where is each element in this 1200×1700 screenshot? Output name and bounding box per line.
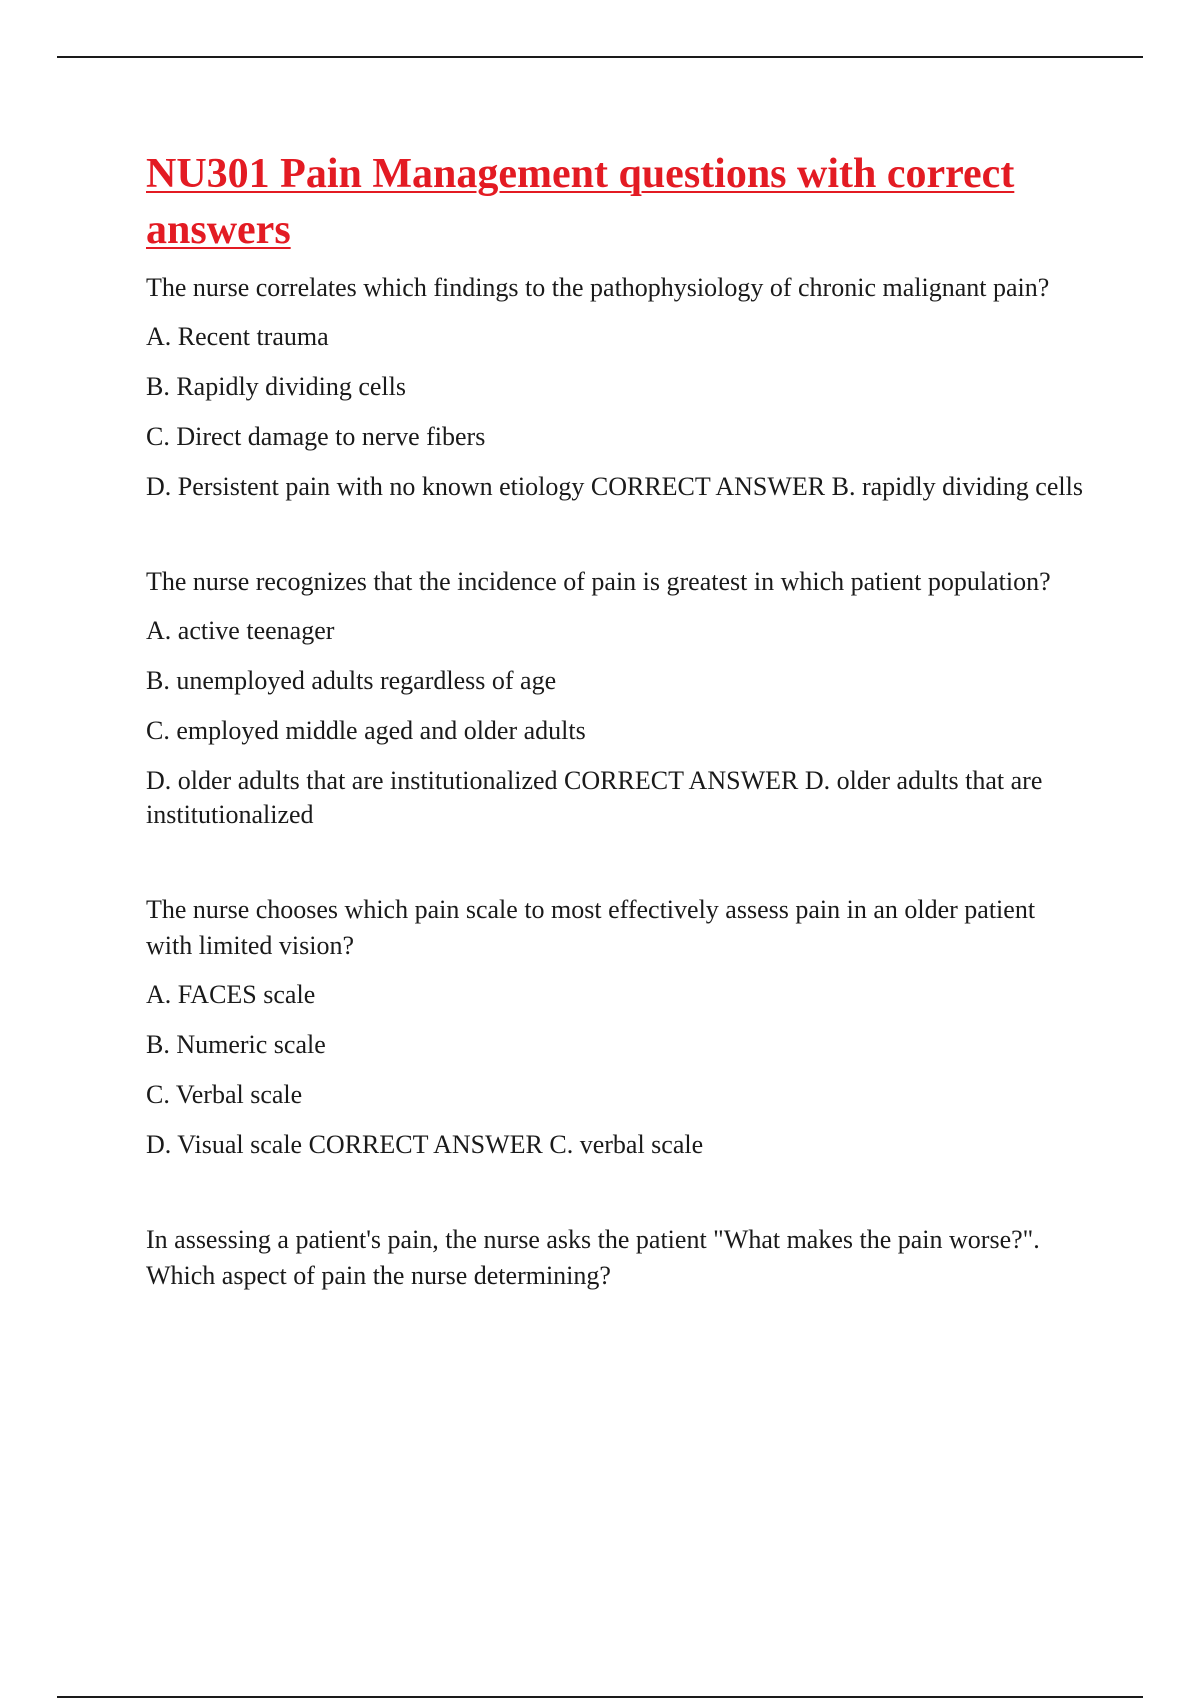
bottom-divider xyxy=(57,1696,1143,1698)
answer-option: A. Recent trauma xyxy=(146,322,329,351)
question-block xyxy=(146,270,1086,504)
top-divider xyxy=(57,56,1143,58)
question-block xyxy=(146,564,1086,832)
answer-option: C. employed middle aged and older adults xyxy=(146,716,586,745)
question-block xyxy=(146,892,1086,1162)
answer-option-with-correct-answer: D. Persistent pain with no known etiology CORRECT ANSWER B. rapidly dividing cells xyxy=(146,472,1083,501)
answer-option: C. Verbal scale xyxy=(146,1080,303,1109)
question-text: In assessing a patient's pain, the nurse asks the patient "What makes the pain worse?". Which aspect of pain the nurse determining? xyxy=(146,1225,1040,1290)
answer-option: A. FACES scale xyxy=(146,980,316,1009)
answer-option-with-correct-answer: D. older adults that are institutionalized CORRECT ANSWER D. older adults that are institutionalized xyxy=(146,766,1043,829)
answer-option: B. Rapidly dividing cells xyxy=(146,372,406,401)
question-text: The nurse recognizes that the incidence of pain is greatest in which patient population? xyxy=(146,567,1051,596)
answer-option-with-correct-answer: D. Visual scale CORRECT ANSWER C. verbal scale xyxy=(146,1130,704,1159)
question-text: The nurse chooses which pain scale to most effectively assess pain in an older patient with limited vision? xyxy=(146,895,1036,960)
document-title: NU301 Pain Management questions with correct answers xyxy=(146,151,1015,253)
question-text: The nurse correlates which findings to the pathophysiology of chronic malignant pain? xyxy=(146,273,1050,302)
question-block xyxy=(146,1222,1086,1294)
answer-option: C. Direct damage to nerve fibers xyxy=(146,422,486,451)
answer-option: A. active teenager xyxy=(146,616,335,645)
answer-option: B. Numeric scale xyxy=(146,1030,326,1059)
answer-option: B. unemployed adults regardless of age xyxy=(146,666,557,695)
document-body xyxy=(146,146,1086,1354)
